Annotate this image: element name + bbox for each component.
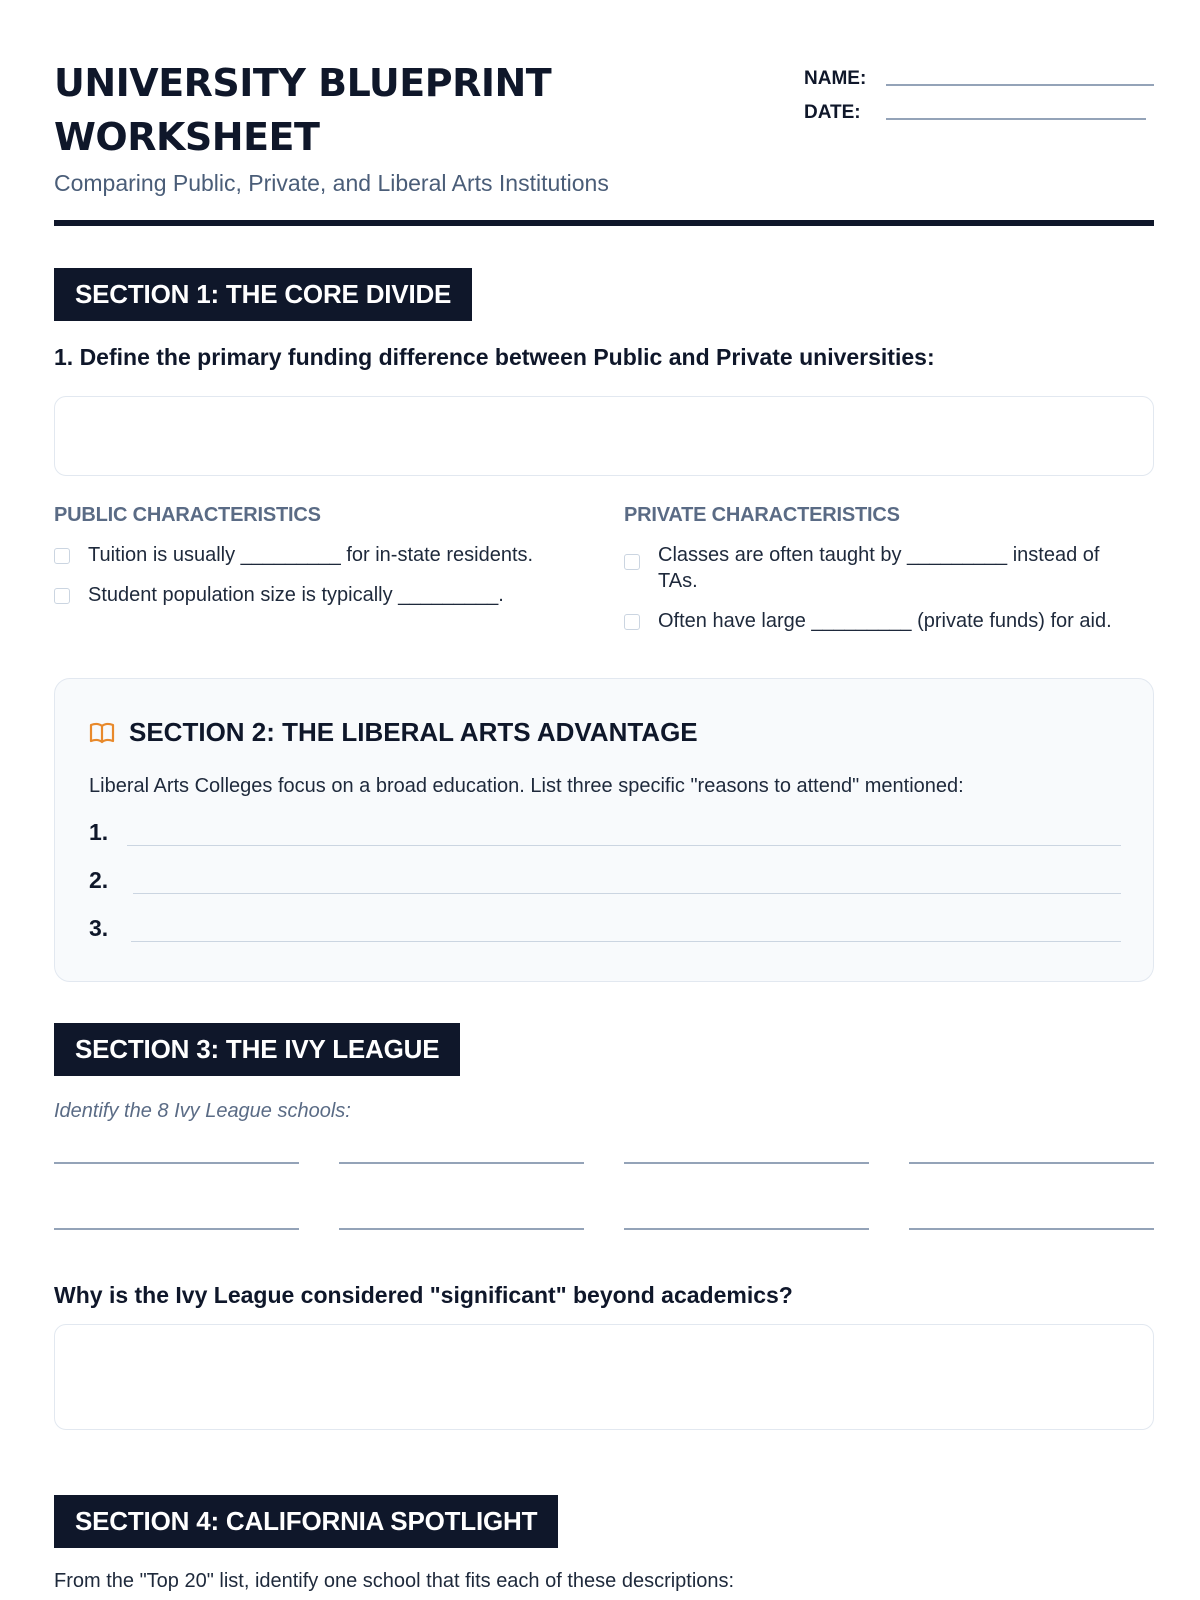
reason-number: 3. [89,915,109,941]
checkbox[interactable] [54,548,70,564]
reason-number: 1. [89,819,109,845]
date-field-row [804,90,1154,124]
section-2-heading-text: SECTION 2: THE LIBERAL ARTS ADVANTAGE [129,717,698,747]
worksheet-page [54,0,1154,1600]
page-subtitle: Comparing Public, Private, and Liberal Arts Institutions [54,170,609,196]
ivy-school-blank[interactable] [339,1140,584,1164]
name-field-row [804,56,1154,90]
liberal-arts-card [54,678,1154,982]
private-item-classes [624,542,1144,594]
section-1-question: 1. Define the primary funding difference between Public and Private universities: [54,344,935,370]
book-icon [89,722,115,744]
public-item-tuition [54,542,594,568]
private-item-endowment [624,608,1154,634]
section-2-prompt: Liberal Arts Colleges focus on a broad education. List three specific "reasons to attend" mentioned: [89,775,964,797]
reason-blank[interactable] [131,916,1121,942]
checkbox[interactable] [54,588,70,604]
section-3-heading: SECTION 3: THE IVY LEAGUE [54,1023,460,1076]
checkbox[interactable] [624,614,640,630]
name-label: NAME: [804,68,867,89]
reason-number: 2. [89,867,109,893]
section-4-heading: SECTION 4: CALIFORNIA SPOTLIGHT [54,1495,558,1548]
ivy-school-blank[interactable] [909,1206,1154,1230]
ivy-school-blank[interactable] [339,1206,584,1230]
reason-blank[interactable] [133,868,1121,894]
ivy-school-blank[interactable] [909,1140,1154,1164]
reason-line-1[interactable] [89,819,1121,846]
reason-line-3[interactable] [89,915,1121,942]
ivy-school-blank[interactable] [54,1140,299,1164]
private-item-text: Often have large _________ (private funds) for aid. [658,610,1112,632]
name-date-fields [804,56,1154,124]
private-item-text: Classes are often taught by _________ instead of TAs. [658,544,1100,592]
section-4-prompt: From the "Top 20" list, identify one school that fits each of these descriptions: [54,1570,735,1592]
public-item-text: Tuition is usually _________ for in-state residents. [88,544,534,566]
section-1-heading: SECTION 1: THE CORE DIVIDE [54,268,472,321]
ivy-school-blank[interactable] [54,1206,299,1230]
header-divider [54,220,1154,226]
date-label: DATE: [804,102,861,123]
reason-line-2[interactable] [89,867,1121,894]
ivy-school-blank[interactable] [624,1206,869,1230]
ivy-significance-question: Why is the Ivy League considered "significant" beyond academics? [54,1282,793,1308]
funding-answer-box[interactable] [54,396,1154,476]
ivy-significance-answer-box[interactable] [54,1324,1154,1430]
ivy-school-blanks [54,1140,1154,1230]
section-2-heading [89,717,698,748]
reason-blank[interactable] [127,820,1121,846]
public-characteristics-heading: PUBLIC CHARACTERISTICS [54,504,321,526]
worksheet-header [54,56,1154,197]
public-item-text: Student population size is typically _________. [88,584,504,606]
ivy-school-blank[interactable] [624,1140,869,1164]
checkbox[interactable] [624,554,640,570]
public-item-population [54,582,594,608]
page-title: UNIVERSITY BLUEPRINT WORKSHEET [54,61,552,159]
private-characteristics-heading: PRIVATE CHARACTERISTICS [624,504,900,526]
name-field[interactable] [886,64,1154,86]
date-field[interactable] [886,98,1146,120]
ivy-instruction: Identify the 8 Ivy League schools: [54,1100,351,1122]
